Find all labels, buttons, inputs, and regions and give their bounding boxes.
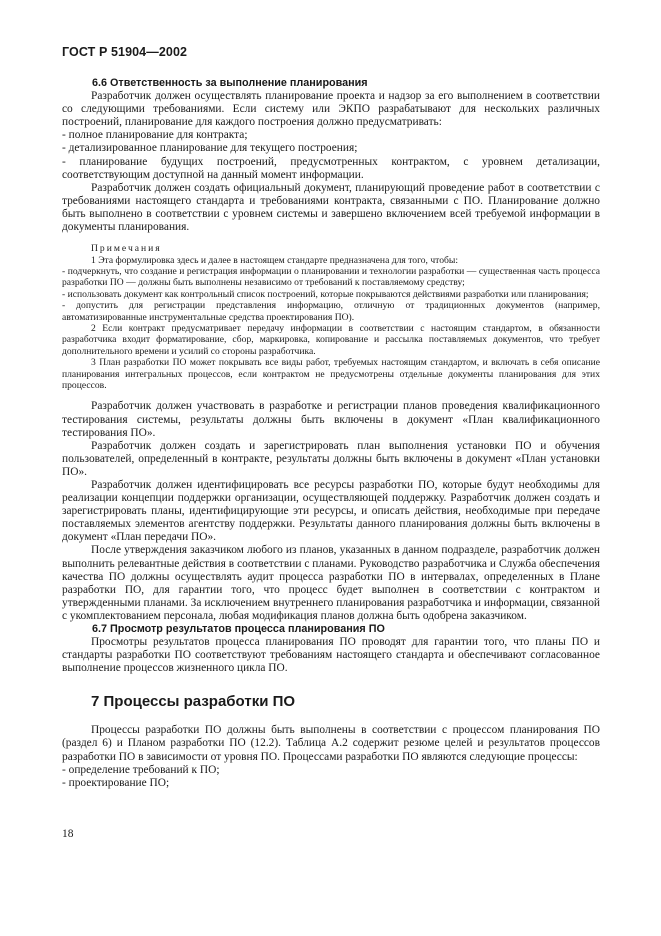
page-body: [62, 77, 600, 790]
paragraph: Просмотры результатов процесса планирования ПО проводят для гарантии того, что планы ПО и стандарты разработки ПО соответствуют требованиям настоящего стандарта и обеспечивают согласованное выполнение процессов жизненного цикла ПО.: [62, 636, 600, 675]
list-item: - определение требований к ПО;: [62, 763, 220, 776]
section-6-7-heading: 6.7 Просмотр результатов процесса планирования ПО: [92, 623, 385, 635]
note-list-item: - допустить для регистрации представления информацию, отличную от традиционных документов (например, автоматизированные инструментальные средства проектирования ПО).: [62, 300, 600, 323]
standard-header: ГОСТ Р 51904—2002: [62, 45, 188, 59]
notes-block: [62, 243, 600, 391]
page-number: 18: [62, 828, 74, 840]
paragraph: Разработчик должен создать и зарегистрировать план выполнения установки ПО и обучения пользователей, определенный в контракте, результаты должны быть включены в документ «План установки ПО».: [62, 439, 600, 478]
section-7-heading: 7 Процессы разработки ПО: [91, 693, 296, 711]
paragraph: После утверждения заказчиком любого из планов, указанных в данном подразделе, разработчик должен выполнить релевантные действия в соответствии с планами. Руководство разработчика и Служба обеспечения качества ПО должны осуществлять аудит процесса разработки ПО в интервалах, определенных в Плане разработки ПО, для гарантии того, что процесс будет выполнен в соответствии с контрактом и утвержденными планами. За исключением внутреннего планирования разработчика и информации, связанной с укомплектованием персонала, любая модификация планов должна быть одобрена заказчиком.: [62, 544, 600, 622]
paragraph: Разработчик должен участвовать в разработке и регистрации планов проведения квалификационного тестирования системы, результаты должны быть включены в документ «План квалификационного тестирования ПО».: [62, 400, 600, 439]
note-1-intro: 1 Эта формулировка здесь и далее в настоящем стандарте предназначена для того, чтобы:: [91, 254, 459, 266]
paragraph: Разработчик должен идентифицировать все ресурсы разработки ПО, которые будут необходимы для реализации концепции поддержки организации, осуществляющей поддержку. Разработчик должен создать и зарегистрировать планы, идентифицирующие эти ресурсы, и описать действия, необходимые при передаче поставляемых элементов агентству поддержки. Результаты данного планирования должны быть включены в документ «План передачи ПО».: [62, 478, 600, 544]
list-item: - проектирование ПО;: [62, 776, 170, 789]
paragraph: Разработчик должен осуществлять планирование проекта и надзор за его выполнением в соответствии со следующими требованиями. Если систему или ЭКПО разрабатывают для нескольких различных построений, планирование для каждого построения должно предусматривать:: [62, 90, 600, 129]
paragraph: Разработчик должен создать официальный документ, планирующий проведение работ в соответствии с требованиями настоящего стандарта и требованиями контракта, связанными с ПО. Планирование должно быть выполнено в соответствии с уровнем системы и завершено включением всей требуемой информации в документы планирования.: [62, 181, 600, 234]
note-list-item: - подчеркнуть, что создание и регистрация информации о планировании и технологии разработки — существенная часть процесса разработки ПО — должны быть выполнены независимо от требований к поставляемому средству;: [62, 265, 600, 289]
paragraph: Процессы разработки ПО должны быть выполнены в соответствии с процессом планирования ПО (раздел 6) и Планом разработки ПО (12.2). Таблица А.2 содержит резюме целей и результатов процессов разработки ПО в зависимости от уровня ПО. Процессами разработки ПО являются следующие процессы:: [62, 724, 600, 763]
list-item: - планирование будущих построений, предусмотренных контрактом, с уровнем детализации, соответствующим доступной на данный момент информации.: [62, 155, 600, 181]
note-2: 2 Если контракт предусматривает передачу информации в соответствии с настоящим стандартом, в обязанности разработчика входит форматирование, сбор, маркировка, копирование и рассылка поставляемых документов, что требует дополнительного времени и усилий со стороны разработчика.: [62, 322, 600, 357]
list-item: - полное планирование для контракта;: [62, 129, 248, 142]
section-6-6-heading: 6.6 Ответственность за выполнение планирования: [92, 77, 368, 89]
note-list-item: - использовать документ как контрольный список построений, которые покрываются действиями разработки или планирования;: [62, 288, 589, 300]
list-item: - детализированное планирование для текущего построения;: [62, 142, 358, 155]
note-3: 3 План разработки ПО может покрывать все виды работ, требуемых настоящим стандартом, и включать в себя описание планирования интегральных процессов, если контрактом не предусмотрены отдельные документы планирования для этих процессов.: [62, 357, 600, 391]
notes-heading: Примечания: [91, 243, 162, 255]
